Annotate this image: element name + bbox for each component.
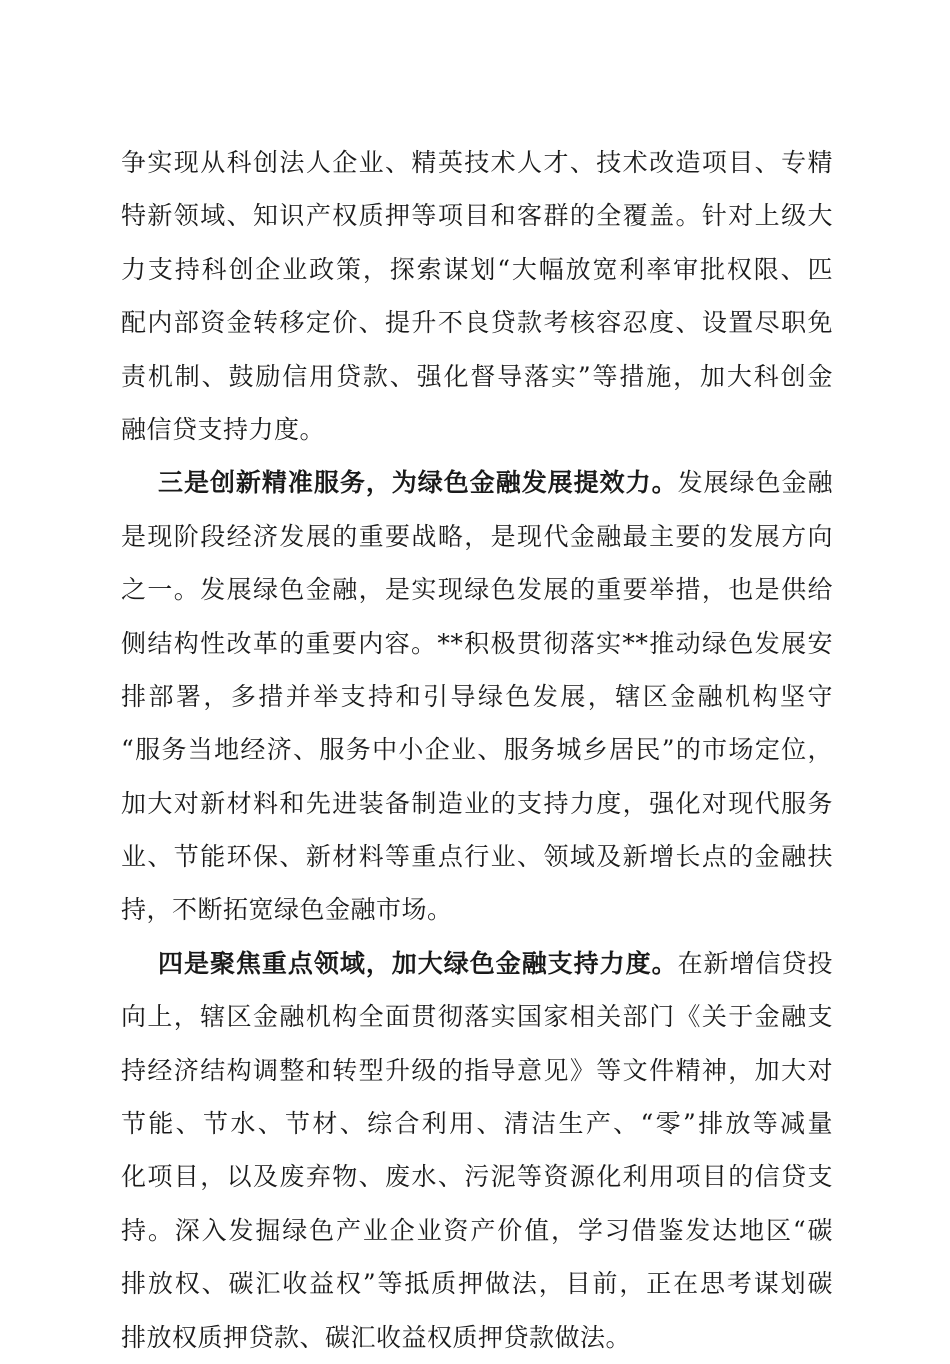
text-line: 持经济结构调整和转型升级的指导意见》等文件精神，加大对	[121, 1055, 833, 1085]
text-line: 持。深入发掘绿色产业企业资产价值，学习借鉴发达地区“碳	[121, 1215, 833, 1245]
text-line: 业、节能环保、新材料等重点行业、领域及新增长点的金融扶	[121, 842, 833, 872]
paragraph-first-line	[121, 456, 833, 509]
text-line: 侧结构性改革的重要内容。**积极贯彻落实**推动绿色发展安	[121, 628, 833, 658]
document-body	[121, 136, 833, 1364]
text-line: 特新领域、知识产权质押等项目和客群的全覆盖。针对上级大	[121, 201, 833, 231]
text-line: 节能、节水、节材、综合利用、清洁生产、“零”排放等减量	[121, 1109, 833, 1139]
text-run: 在新增信贷投	[677, 948, 833, 978]
text-line: 力支持科创企业政策，探索谋划“大幅放宽利率审批权限、匹	[121, 254, 833, 284]
text-line: 融信贷支持力度。	[121, 414, 326, 444]
text-line: 持，不断拓宽绿色金融市场。	[121, 895, 453, 925]
paragraph-first-line	[121, 937, 833, 990]
text-run: 发展绿色金融	[677, 468, 833, 498]
text-line: 排放权、碳汇收益权”等抵质押做法，目前，正在思考谋划碳	[121, 1269, 833, 1299]
paragraph-heading: 四是聚焦重点领域，加大绿色金融支持力度。	[158, 948, 678, 978]
text-line: 加大对新材料和先进装备制造业的支持力度，强化对现代服务	[121, 788, 833, 818]
text-line: 化项目，以及废弃物、废水、污泥等资源化利用项目的信贷支	[121, 1162, 833, 1192]
text-line: 责机制、鼓励信用贷款、强化督导落实”等措施，加大科创金	[121, 361, 833, 391]
text-line: “服务当地经济、服务中小企业、服务城乡居民”的市场定位，	[121, 735, 833, 765]
text-line: 配内部资金转移定价、提升不良贷款考核容忍度、设置尽职免	[121, 308, 833, 338]
paragraph-heading: 三是创新精准服务，为绿色金融发展提效力。	[158, 468, 678, 498]
text-line: 争实现从科创法人企业、精英技术人才、技术改造项目、专精	[121, 148, 833, 177]
text-line: 是现阶段经济发展的重要战略，是现代金融最主要的发展方向	[121, 521, 833, 551]
text-line: 排放权质押贷款、碳汇收益权质押贷款做法。	[121, 1322, 632, 1352]
text-line: 之一。发展绿色金融，是实现绿色发展的重要举措，也是供给	[121, 575, 833, 605]
text-line: 向上，辖区金融机构全面贯彻落实国家相关部门《关于金融支	[121, 1002, 833, 1032]
text-line: 排部署，多措并举支持和引导绿色发展，辖区金融机构坚守	[121, 681, 833, 711]
